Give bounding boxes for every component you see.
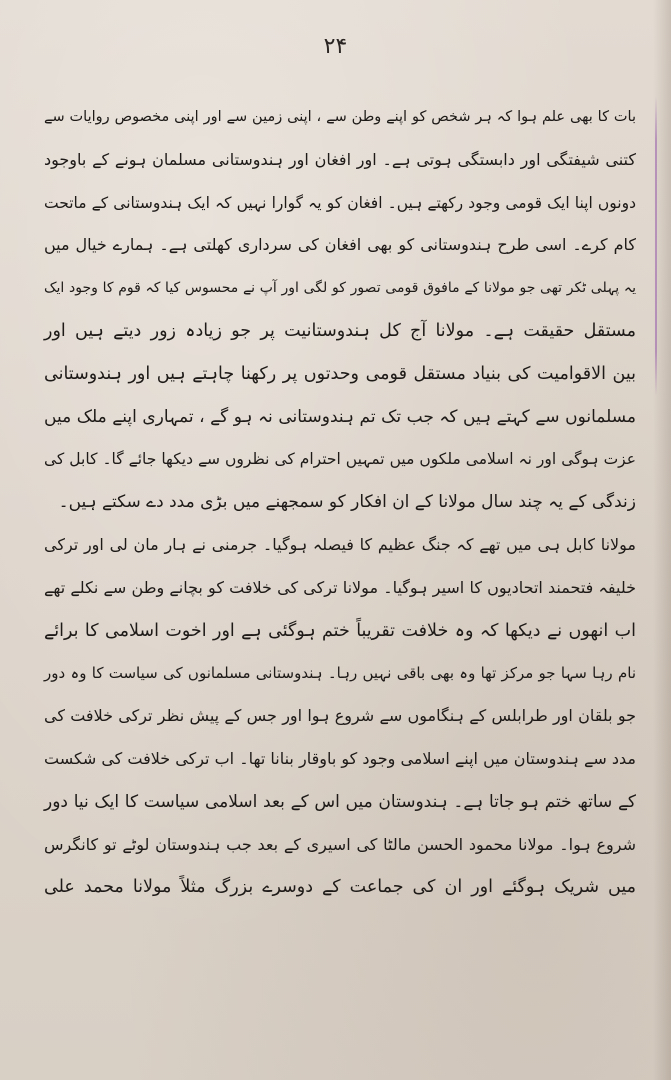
page-number: ۲۴	[323, 34, 348, 59]
text-line: مستقل حقیقت ہے۔ مولانا آج کل ہندوستانیت پر جو زیادہ زور دیتے ہیں اور	[44, 320, 636, 341]
text-line: مدد سے ہندوستان میں اپنے اسلامی وجود کو باوقار بنانا تھا۔ اب ترکی خلافت کی شکست	[44, 748, 636, 768]
text-line: جو بلقان اور طرابلس کے ہنگاموں سے شروع ہوا اور جس کے پیش نظر ترکی خلافت کی	[44, 706, 636, 726]
text-line: دونوں اپنا ایک قومی وجود رکھتے ہیں۔ افغان کو یہ گوارا نہیں کہ ایک ہندوستانی کے ماتحت	[44, 193, 636, 212]
text-line: بین الاقوامیت کی بنیاد مستقل قومی وحدتوں پر رکھنا چاہتے ہیں اور ہندوستانی	[44, 363, 636, 384]
text-line: شروع ہوا۔ مولانا محمود الحسن مالٹا کی اسیری کے بعد جب ہندوستان لوٹے تو کانگرس	[44, 834, 636, 854]
text-line: مولانا کابل ہی میں تھے کہ جنگ عظیم کا فیصلہ ہوگیا۔ جرمنی نے ہار مان لی اور ترکی	[44, 534, 636, 554]
text-line: میں شریک ہوگئے اور ان کی جماعت کے دوسرے بزرگ مثلاً مولانا محمد علی	[44, 877, 636, 898]
text-line: یہ پہلی ٹکر تھی جو مولانا کے مافوق قومی تصور کو لگی اور آپ نے محسوس کیا کہ قوم کا وجود ایک	[44, 280, 636, 297]
margin-ink-mark	[655, 96, 657, 396]
text-line: کے ساتھ ختم ہو جاتا ہے۔ ہندوستان میں اس کے بعد اسلامی سیاست کا ایک نیا دور	[44, 791, 636, 812]
text-line: نام رہا سہا جو مرکز تھا وہ بھی باقی نہیں رہا۔ ہندوستانی مسلمانوں کی سیاست کا وہ دور	[44, 664, 636, 683]
text-line: مسلمانوں سے کہتے ہیں کہ جب تک تم ہندوستانی نہ ہو گے ، تمہاری اپنے ملک میں	[44, 406, 636, 427]
text-line: عزت ہوگی اور نہ اسلامی ملکوں میں تمہیں احترام کی نظروں سے دیکھا جائے گا۔ کابل کی	[44, 450, 636, 469]
text-line: کام کرے۔ اسی طرح ہندوستانی کو بھی افغان کی سرداری کھلتی ہے۔ ہمارے خیال میں	[44, 235, 636, 255]
text-line-paragraph-end: زندگی کے یہ چند سال مولانا کے ان افکار کو سمجھنے میں بڑی مدد دے سکتے ہیں۔	[58, 492, 636, 513]
text-line: خلیفہ فتحمند اتحادیوں کا اسیر ہوگیا۔ مولانا ترکی کی خلافت کو بچانے وطن سے نکلے تھے	[44, 577, 636, 597]
urdu-text-body	[40, 96, 640, 909]
text-line: اب انھوں نے دیکھا کہ وہ خلافت تقریباً ختم ہوگئی ہے اور اخوت اسلامی کا برائے	[44, 620, 636, 641]
text-line: کتنی شیفتگی اور دابستگی ہوتی ہے۔ اور افغان اور ہندوستانی مسلمان ہونے کے باوجود	[44, 149, 636, 169]
text-line: بات کا بھی علم ہوا کہ ہر شخص کو اپنے وطن سے ، اپنی زمین سے اور اپنی مخصوص روایات سے	[44, 109, 636, 125]
